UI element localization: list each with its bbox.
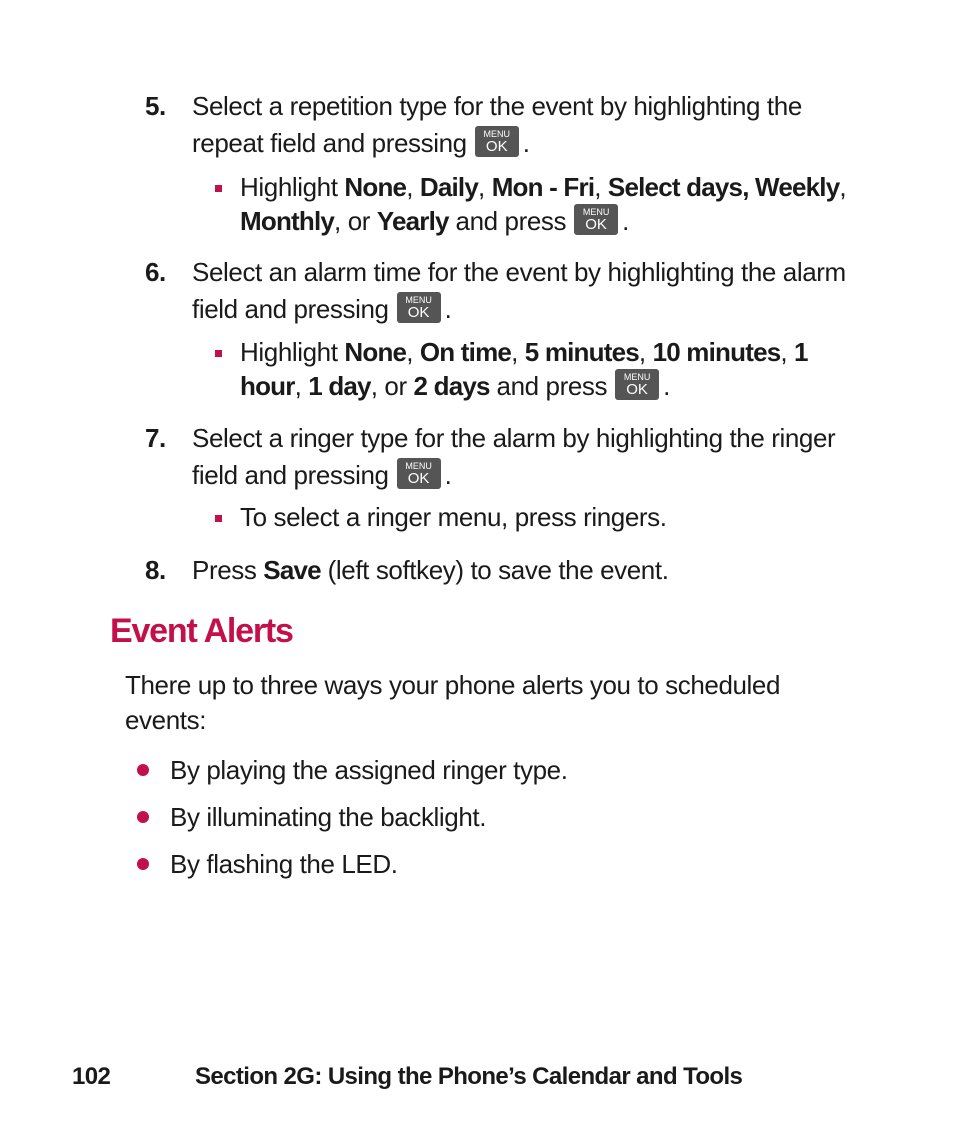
step-5 [145,88,865,162]
step-text: Select a repetition type for the event by highlighting the repeat field and pressing MENU OK . [192,91,802,158]
bullet-dot-icon [137,811,149,823]
square-bullet-icon [215,515,222,522]
step-5-option-list: Highlight None, Daily, Mon - Fri, Select days, Weekly, Monthly, or Yearly and press MENU OK . [215,170,865,238]
square-bullet-icon [215,350,222,357]
step-text: Press Save (left softkey) to save the event. [192,555,669,585]
step-text: Select a ringer type for the alarm by highlighting the ringer field and pressing MENU OK . [192,423,836,490]
menu-ok-key-icon: MENU OK [397,458,441,489]
step-7-note: To select a ringer menu, press ringers. [215,500,865,534]
bullet-dot-icon [137,764,149,776]
step-number: 5. [145,91,166,121]
step-6 [145,254,865,328]
page-number: 102 [72,1063,111,1090]
square-bullet-icon [215,185,222,192]
step-number: 7. [145,423,166,453]
footer-section-title: Section 2G: Using the Phone’s Calendar and Tools [195,1063,743,1090]
section-heading: Event Alerts [110,612,293,650]
list-item: By illuminating the backlight. [137,800,486,834]
step-number: 8. [145,555,166,585]
menu-ok-key-icon: MENU OK [397,292,441,323]
step-6-option-list: Highlight None, On time, 5 minutes, 10 minutes, 1 hour, 1 day, or 2 days and press MENU OK . [215,335,865,403]
list-item: By flashing the LED. [137,847,398,881]
step-8 [145,552,865,589]
step-text: Select an alarm time for the event by highlighting the alarm field and pressing MENU OK . [192,257,846,324]
step-7 [145,420,865,494]
section-intro: There up to three ways your phone alerts you to scheduled events: [125,670,781,735]
bullet-dot-icon [137,858,149,870]
menu-ok-key-icon: MENU OK [615,369,659,400]
menu-ok-key-icon: MENU OK [475,126,519,157]
list-item: By playing the assigned ringer type. [137,753,568,787]
step-number: 6. [145,257,166,287]
menu-ok-key-icon: MENU OK [574,204,618,235]
